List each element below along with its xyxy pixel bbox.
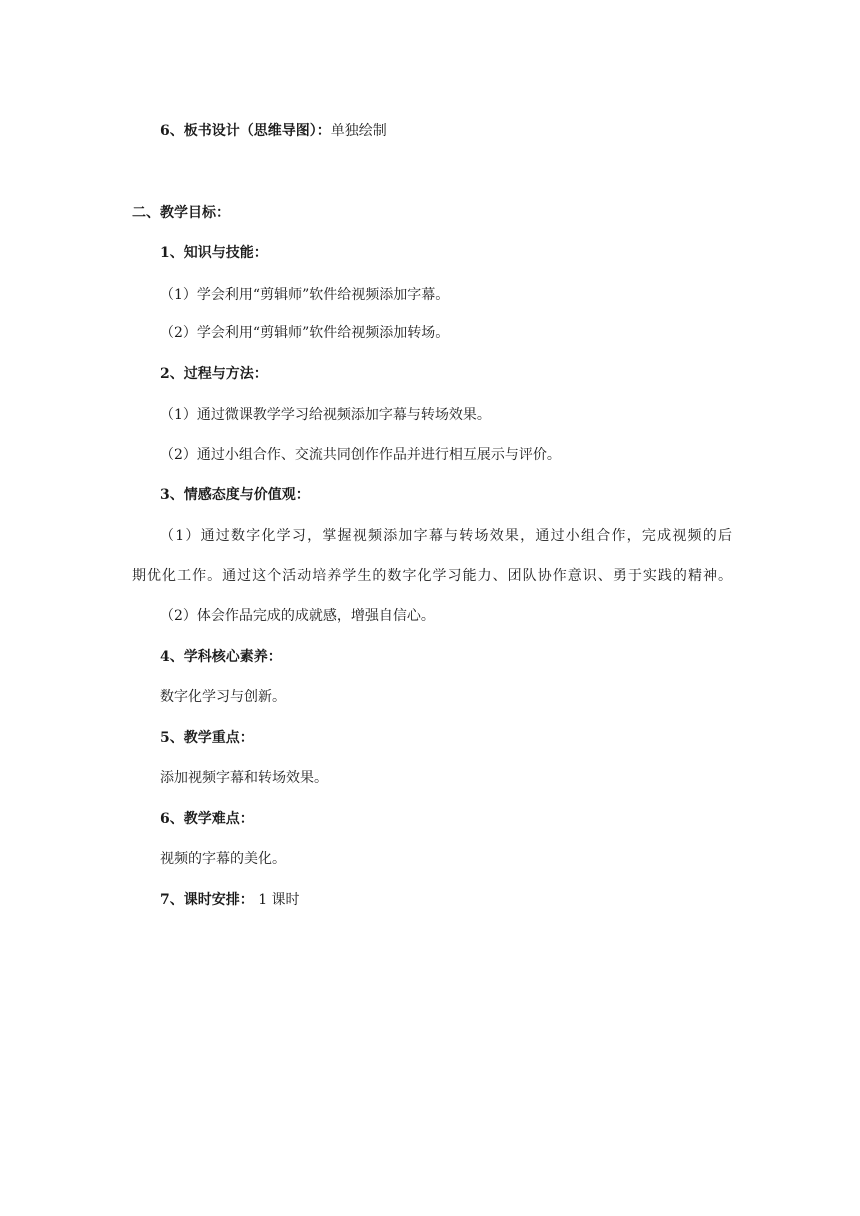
- knowledge-item-1: （1）学会利用“剪辑师”软件给视频添加字幕。: [160, 287, 450, 303]
- emotion-item-1-line-1: （1）通过数字化学习，掌握视频添加字幕与转场效果，通过小组合作，完成视频的后: [160, 528, 732, 544]
- emotion-item-1-line-2: 期优化工作。通过这个活动培养学生的数字化学习能力、团队协作意识、勇于实践的精神。: [132, 568, 732, 584]
- objectives-heading: 二、教学目标：: [132, 205, 230, 221]
- process-item-2: （2）通过小组合作、交流共同创作作品并进行相互展示与评价。: [160, 447, 561, 463]
- schedule-line: [160, 890, 300, 910]
- core-literacy-heading: 4、学科核心素养：: [160, 649, 282, 665]
- key-points-text: 添加视频字幕和转场效果。: [160, 770, 328, 786]
- difficulties-text: 视频的字幕的美化。: [160, 851, 286, 867]
- knowledge-item-2: （2）学会利用“剪辑师”软件给视频添加转场。: [160, 325, 450, 341]
- schedule-label: 7、课时安排：: [160, 892, 254, 908]
- schedule-value: 1 课时: [253, 892, 300, 908]
- difficulties-heading: 6、教学难点：: [160, 811, 254, 827]
- emotion-heading: 3、情感态度与价值观：: [160, 487, 310, 503]
- board-design-value: 单独绘制: [330, 123, 387, 139]
- key-points-heading: 5、教学重点：: [160, 730, 254, 746]
- emotion-item-2: （2）体会作品完成的成就感，增强自信心。: [160, 608, 435, 624]
- process-item-1: （1）通过微课教学学习给视频添加字幕与转场效果。: [160, 407, 491, 423]
- core-literacy-text: 数字化学习与创新。: [160, 689, 286, 705]
- knowledge-heading: 1、知识与技能：: [160, 245, 268, 261]
- process-heading: 2、过程与方法：: [160, 366, 268, 382]
- board-design-line: [160, 121, 387, 141]
- board-design-label: 6、板书设计（思维导图）：: [160, 123, 331, 139]
